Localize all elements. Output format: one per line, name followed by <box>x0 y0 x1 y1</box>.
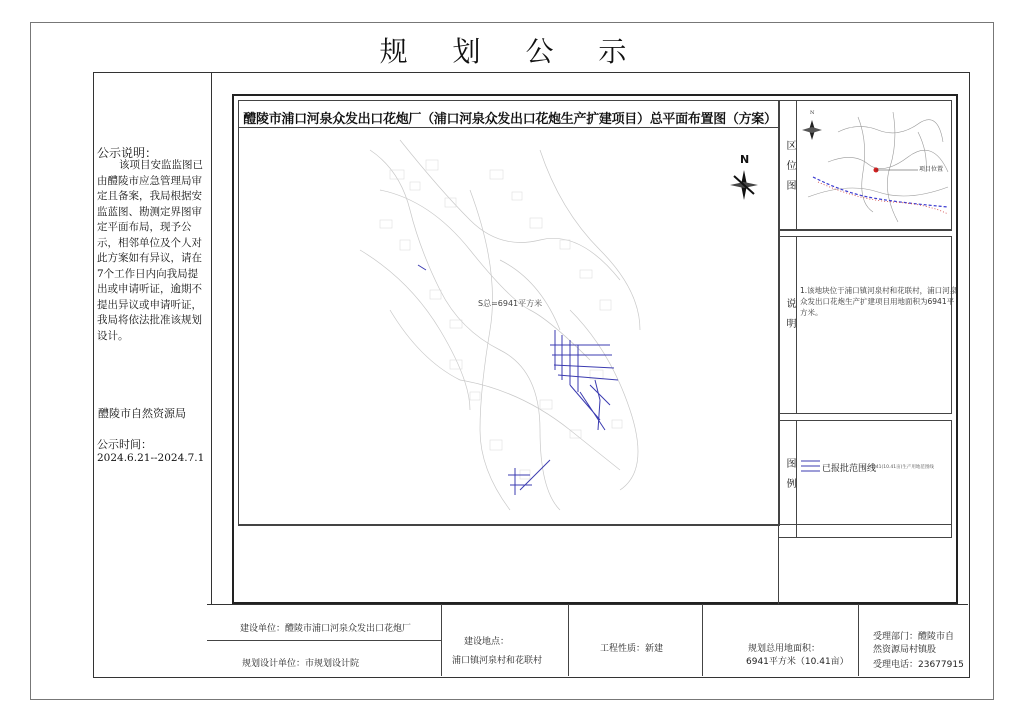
location-north-arrow <box>802 120 822 140</box>
location-map-label: 区位图 <box>784 140 795 200</box>
location-bottom-line <box>778 230 952 231</box>
builder-cell: 建设单位：醴陵市浦口河泉众发出口花炮厂 <box>240 624 412 634</box>
site-area-label: S总=6941平方米 <box>478 299 543 308</box>
designer-cell: 规划设计单位：市规划设计院 <box>242 659 360 669</box>
svg-text:N: N <box>810 110 815 116</box>
site-plan-map <box>240 130 776 522</box>
legend-line-icon <box>800 459 822 473</box>
table-divider <box>858 604 859 676</box>
dept-cell: 受理部门：醴陵市自然资源局村镇股 <box>873 632 955 655</box>
area-cell-value: 6941平方米（10.41亩） <box>746 657 849 667</box>
notice-time-heading: 公示时间： <box>97 438 152 451</box>
drawing-title: 醴陵市浦口河泉众发出口花炮厂（浦口河泉众发出口花炮生产扩建项目）总平面布置图（方案） <box>243 112 777 127</box>
north-label: N <box>740 153 750 166</box>
location-map-text: 项目位置 <box>919 166 944 173</box>
north-arrow-icon <box>728 168 760 202</box>
legend-item-label: 已报批范围线 <box>822 464 877 474</box>
table-divider <box>441 604 442 676</box>
nature-cell: 工程性质：新建 <box>600 644 664 654</box>
notice-body: 该项目安监监图已由醴陵市应急管理局审定且备案，我局根据安监蓝图、勘测定界图审定平面布局，现予公示，相邻单位及个人对此方案如有异议，请在7个工作日内向我局提出或申请听证，逾期不提出异议或申请听证，我局将依法批准该规划设计。 <box>97 159 203 342</box>
table-divider <box>702 604 703 676</box>
page-title: 规 划 公 示 <box>379 35 645 68</box>
area-cell-label: 规划总用地面积： <box>748 644 821 654</box>
legend-box <box>778 420 952 538</box>
title-divider <box>238 127 778 128</box>
legend-label: 图例 <box>784 458 795 498</box>
table-divider <box>568 604 569 676</box>
location-cell-label: 建设地点： <box>464 637 510 647</box>
notes-box <box>778 236 952 414</box>
plan-bottom-line <box>238 524 952 525</box>
bureau-name: 醴陵市自然资源局 <box>98 407 186 420</box>
phone-cell: 受理电话：23677915 <box>873 660 964 670</box>
notice-heading: 公示说明： <box>97 146 158 160</box>
notes-text: 1.该地块位于浦口镇河泉村和花联村，浦口河泉众发出口花炮生产扩建项目用地面积为6941平方米。 <box>800 286 958 317</box>
notes-label: 说明 <box>784 298 795 338</box>
location-cell-value: 浦口镇河泉村和花联村 <box>452 656 543 666</box>
table-divider <box>207 640 441 641</box>
legend-item-detail: 6941(10.41亩)生产用地范围线 <box>870 465 934 470</box>
notice-time-value: 2024.6.21--2024.7.1 <box>97 452 205 464</box>
